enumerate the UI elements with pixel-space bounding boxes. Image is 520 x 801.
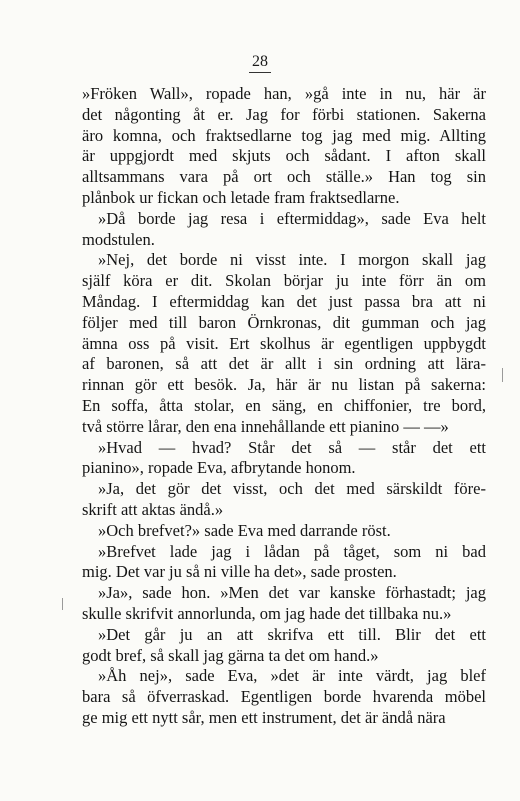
text-line: »Åh nej», sade Eva, »det är inte värdt, jag blef bbox=[98, 666, 486, 686]
text-line: följer med till baron Örnkronas, dit gumman och jag bbox=[82, 312, 486, 332]
text-line: »Brefvet lade jag i lådan på tåget, som ni bad bbox=[98, 541, 486, 561]
text-line: det någonting åt er. Jag for förbi stationen. Sakerna bbox=[82, 104, 486, 124]
text-line: ämna oss på visit. Ert skolhus är egentligen uppbygdt bbox=[82, 333, 486, 353]
text-line: ge mig ett nytt sår, men ett instrument, det är ändå nära bbox=[82, 707, 446, 727]
body-text bbox=[82, 84, 486, 729]
text-line: äro komna, och fraktsedlarne tog jag med mig. Allting bbox=[82, 125, 486, 145]
text-line: »Ja, det gör det visst, och det med särskildt före- bbox=[98, 479, 486, 499]
text-line: Måndag. I eftermiddag kan det just passa bra att ni bbox=[82, 291, 486, 311]
text-line: »Hvad — hvad? Står det så — står det ett bbox=[98, 437, 486, 457]
page-number-text: 28 bbox=[252, 53, 268, 70]
text-line: två större lårar, den ena innehållande ett pianino — —» bbox=[82, 416, 449, 436]
text-line: skrift att aktas ändå.» bbox=[82, 499, 224, 519]
text-line: »Ja», sade hon. »Men det var kanske förhastadt; jag bbox=[98, 583, 486, 603]
text-line: »Nej, det borde ni visst inte. I morgon skall jag bbox=[98, 250, 486, 270]
text-line: mig. Det var ju så ni ville ha det», sade prosten. bbox=[82, 562, 397, 582]
text-line: plånbok ur fickan och letade fram fraktsedlarne. bbox=[82, 187, 400, 207]
page-number bbox=[0, 52, 520, 73]
text-line: rinnan gör ett besök. Ja, här är nu listan på sakerna: bbox=[82, 375, 486, 395]
text-line: En soffa, åtta stolar, en säng, en chiffonier, tre bord, bbox=[82, 395, 486, 415]
page-number-rule bbox=[249, 72, 271, 73]
text-line: af baronen, så att det är allt i sin ordning att lära- bbox=[82, 354, 486, 374]
margin-mark bbox=[502, 368, 503, 382]
text-line: »Fröken Wall», ropade han, »gå inte in nu, här är bbox=[82, 84, 486, 103]
text-line: är uppgjordt med skjuts och sådant. I afton skall bbox=[82, 146, 486, 166]
text-line: pianino», ropade Eva, afbrytande honom. bbox=[82, 458, 356, 478]
text-line: alltsammans vara på ort och ställe.» Han tog sin bbox=[82, 167, 486, 187]
text-line: skulle skrifvit annorlunda, om jag hade det tillbaka nu.» bbox=[82, 603, 452, 623]
text-line: godt bref, så skall jag gärna ta det om hand.» bbox=[82, 645, 379, 665]
text-line: »Då borde jag resa i eftermiddag», sade Eva helt bbox=[98, 208, 486, 228]
margin-mark bbox=[62, 598, 63, 610]
text-line: »Det går ju an att skrifva ett till. Blir det ett bbox=[98, 624, 486, 644]
text-line: bara så öfverraskad. Egentligen borde hvarenda möbel bbox=[82, 687, 486, 707]
text-line: »Och brefvet?» sade Eva med darrande röst. bbox=[98, 520, 391, 540]
text-line: modstulen. bbox=[82, 229, 155, 249]
text-line: själf köra er dit. Skolan börjar ju inte förr än om bbox=[82, 271, 486, 291]
